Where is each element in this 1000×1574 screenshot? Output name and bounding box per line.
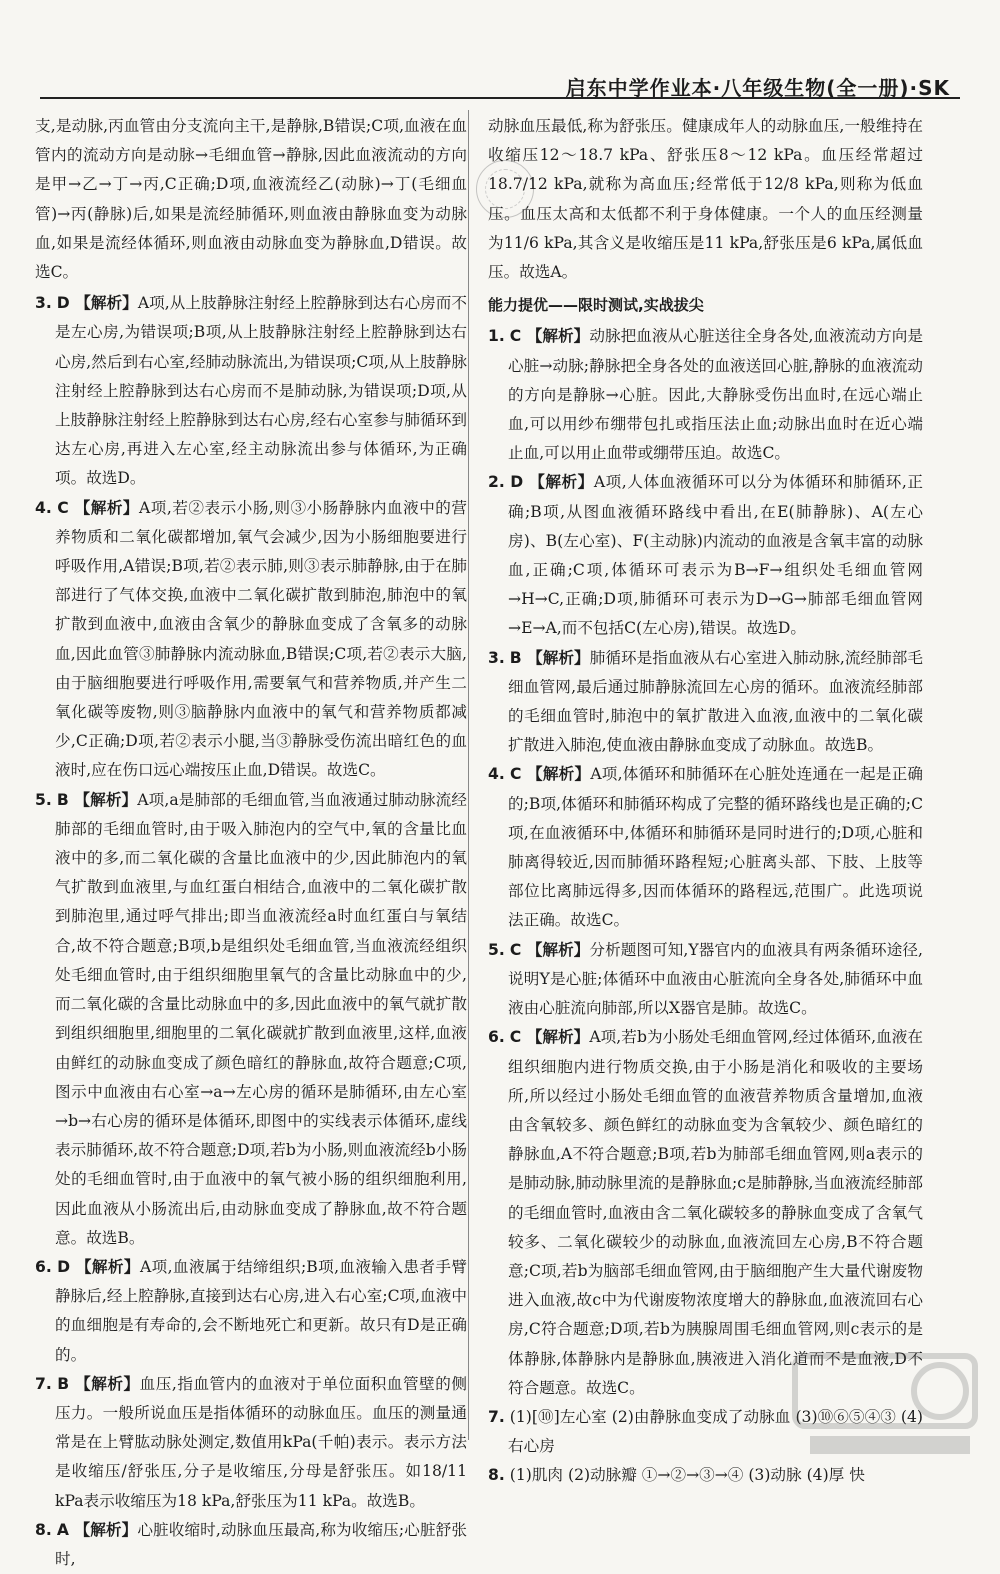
answer-item — [35, 1253, 467, 1370]
answer-number: 2. — [488, 473, 505, 492]
answer-choice-tag: C 【解析】 — [509, 1028, 590, 1047]
answer-choice-tag: C 【解析】 — [509, 940, 590, 959]
answer-text: A项,血液属于结缔组织;B项,血液输入患者手臂静脉后,经上腔静脉,直接到达右心房,进入右心室;C项,血液中的血细胞是有寿命的,会不断地死亡和更新。故只有D是正确的。 — [55, 1257, 468, 1364]
answer-choice-tag: D 【解析】 — [510, 473, 594, 492]
answer-text: 分析题图可知,Y器官内的血液具有两条循环途径,说明Y是心脏;体循环中血液由心脏流向全身各处,肺循环中血液由心脏流向肺部,所以X器官是肺。故选C。 — [508, 940, 923, 1018]
answer-item — [488, 644, 923, 761]
answer-number: 8. — [35, 1520, 52, 1539]
answer-number: 7. — [488, 1407, 505, 1426]
answer-text: (1)肌肉 (2)动脉瓣 ①→②→③→④ (3)动脉 (4)厚 快 — [509, 1466, 865, 1485]
watermark-logo-icon — [790, 1351, 980, 1461]
page-title: 启东中学作业本·八年级生物(全一册)·SK — [565, 76, 950, 100]
answer-text: 血压,指血管内的血液对于单位面积血管壁的侧压力。一般所说血压是指体循环的动脉血压。血压的测量通常是在上臂肱动脉处测定,数值用kPa(千帕)表示。表示方法是收缩压/舒张压,分子是收缩压,分母是舒张压。如18/11 kPa表示收缩压为18 kPa,舒张压为11 kPa。故选B。 — [55, 1374, 467, 1510]
answer-item — [488, 1461, 923, 1490]
answer-number: 7. — [35, 1374, 52, 1393]
answer-item — [488, 322, 923, 468]
answer-item — [488, 760, 923, 935]
answer-text: 动脉把血液从心脏送往全身各处,血液流动方向是心脏→动脉;静脉把全身各处的血液送回心脏,静脉的血液流动的方向是静脉→心脏。因此,大静脉受伤出血时,在远心端止血,可以用纱布绷带包扎或指压法止血;动脉出血时在近心端止血,可以用止血带或绷带压迫。故选C。 — [508, 327, 923, 463]
answer-text: A项,从上肢静脉注射经上腔静脉到达右心房而不是左心房,为错误项;B项,从上肢静脉注射经上腔静脉到达右心房,然后到右心室,经肺动脉流出,为错误项;C项,从上肢静脉注射经上腔静脉到达右心房而不是肺动脉,为错误项;D项,从上肢静脉注射经上腔静脉到达右心房,经右心室参与肺循环到达左心房,再进入左心室,经主动脉流出参与体循环,为正确项。故选D。 — [55, 294, 467, 488]
answer-choice-tag: A 【解析】 — [56, 1520, 138, 1539]
section-heading: 能力提优——限时测试,实战拔尖 — [488, 296, 704, 315]
answer-number: 3. — [488, 648, 505, 667]
answer-item — [35, 112, 467, 287]
answer-item — [488, 936, 923, 1024]
header-rule — [40, 97, 960, 99]
answer-number: 3. — [35, 294, 52, 313]
answer-item — [35, 494, 467, 786]
page-header — [40, 0, 960, 100]
answer-number: 5. — [35, 790, 52, 809]
answer-text: A项,人体血液循环可以分为体循环和肺循环,正确;B项,从图血液循环路线中看出,在E(肺静脉)、A(左心房)、B(左心室)、F(主动脉)内流动的血液是含氧丰富的动脉血,正确;C项,体循环可表示为B→F→组织处毛细血管网→H→C,正确;D项,肺循环可表示为D→G→肺部毛细血管网→E→A,而不包括C(左心房),错误。故选D。 — [508, 473, 923, 638]
answer-text: A项,体循环和肺循环在心脏处连通在一起是正确的;B项,体循环和肺循环构成了完整的循环路线也是正确的;C项,在血液循环中,体循环和肺循环是同时进行的;D项,心脏和肺离得较近,因而肺循环路程短;心脏离头部、下肢、上肢等部位比离肺远得多,因而体循环的路程远,范围广。此选项说法正确。故选C。 — [508, 765, 923, 930]
answer-number: 1. — [488, 327, 505, 346]
answer-item — [488, 468, 923, 643]
answer-item — [35, 289, 467, 493]
right-column — [488, 112, 923, 1491]
answer-item — [35, 1370, 467, 1516]
answer-choice-tag: D 【解析】 — [57, 1257, 140, 1276]
answer-number: 4. — [488, 765, 505, 784]
answer-choice-tag: D 【解析】 — [56, 294, 138, 313]
answer-number: 8. — [488, 1466, 505, 1485]
right-intro-paragraph: 动脉血压最低,称为舒张压。健康成年人的动脉血压,一般维持在收缩压12～18.7 kPa、舒张压8～12 kPa。血压经常超过18.7/12 kPa,就称为高血压;经常低于12/8 kPa,则称为低血压。血压太高和太低都不利于身体健康。一个人的血压经测量为11/6 kPa,其含义是收缩压是11 kPa,舒张压是6 kPa,属低血压。故选A。 — [488, 117, 923, 282]
answer-number: 5. — [488, 940, 505, 959]
answer-choice-tag: B 【解析】 — [57, 1374, 140, 1393]
answer-number: 4. — [35, 498, 52, 517]
right-answers — [488, 322, 923, 1490]
answer-choice-tag: B 【解析】 — [509, 648, 590, 667]
answer-number: 6. — [488, 1028, 505, 1047]
column-divider — [468, 110, 469, 1440]
answer-text: A项,若②表示小肠,则③小肠静脉内血液中的营养物质和二氧化碳都增加,氧气会减少,因为小肠细胞要进行呼吸作用,A错误;B项,若②表示肺,则③表示肺静脉,由于在肺部进行了气体交换,血液中二氧化碳扩散到肺泡,肺泡中的氧扩散到血液中,血液由含氧少的静脉血变成了含氧多的动脉血,因此血管③肺静脉内流动脉血,B错误;C项,若②表示大脑,由于脑细胞要进行呼吸作用,需要氧气和营养物质,并产生二氧化碳等废物,则③脑静脉内血液中的氧气和营养物质都减少,C正确;D项,若②表示小腿,当③静脉受伤流出暗红色的血液时,应在伤口远心端按压止血,D错误。故选C。 — [55, 498, 467, 780]
answer-text: A项,若b为小肠处毛细血管网,经过体循环,血液在组织细胞内进行物质交换,由于小肠是消化和吸收的主要场所,所以经过小肠处毛细血管的血液营养物质含量增加,血液由含氧较多、颜色鲜红的动脉血变为含氧较少、颜色暗红的静脉血,A不符合题意;B项,若b为肺部毛细血管网,则a表示的是肺动脉,肺动脉里流的是静脉血;c是肺静脉,当血液流经肺部的毛细血管时,血液由含二氧化碳较多的静脉血变成了含氧气较多、二氧化碳较少的动脉血,血液流回左心房,B不符合题意;C项,若b为脑部毛细血管网,由于脑细胞产生大量代谢废物进入血液,故c中为代谢废物浓度增大的静脉血,血液流回右心房,C符合题意;D项,若b为胰腺周围毛细血管网,则c表示的是体静脉,体静脉内是静脉血,胰液进入消化道而不是血液,D不符合题意。故选C。 — [508, 1028, 923, 1397]
answer-text: 支,是动脉,丙血管由分支流向主干,是静脉,B错误;C项,血液在血管内的流动方向是动脉→毛细血管→静脉,因此血液流动的方向是甲→乙→丁→丙,C正确;D项,血液流经乙(动脉)→丁(毛细血管)→丙(静脉)后,如果是流经肺循环,则血液由静脉血变为动脉血,如果是流经体循环,则血液由动脉血变为静脉血,D错误。故选C。 — [35, 117, 467, 282]
answer-text: (1)[⑩]左心室 (2)由静脉血变成了动脉血 (3)⑩⑥⑤④③ (4)右心房 — [508, 1407, 923, 1456]
answer-text: 肺循环是指血液从右心室进入肺动脉,流经肺部毛细血管网,最后通过肺静脉流回左心房的循环。血液流经肺部的毛细血管时,肺泡中的氧扩散进入血液,血液中的二氧化碳扩散进入肺泡,使血液由静脉血变成了动脉血。故选B。 — [508, 648, 923, 755]
answer-choice-tag: C 【解析】 — [509, 327, 590, 346]
answer-choice-tag: C 【解析】 — [509, 765, 591, 784]
answer-item — [35, 1516, 467, 1574]
answer-choice-tag: C 【解析】 — [57, 498, 140, 517]
answer-text: 心脏收缩时,动脉血压最高,称为收缩压;心脏舒张时, — [55, 1520, 467, 1568]
left-column — [35, 112, 467, 1574]
answer-item — [488, 1023, 923, 1403]
answer-number: 6. — [35, 1257, 52, 1276]
answer-choice-tag: B 【解析】 — [56, 790, 138, 809]
answer-item — [35, 786, 467, 1253]
answer-text: A项,a是肺部的毛细血管,当血液通过肺动脉流经肺部的毛细血管时,由于吸入肺泡内的空气中,氧的含量比血液中的多,而二氧化碳的含量比血液中的少,因此肺泡内的氧气扩散到血液里,与血红蛋白相结合,血液中的二氧化碳扩散到肺泡里,通过呼气排出;即当血液流经a时血红蛋白与氧结合,故不符合题意;B项,b是组织处毛细血管,当血液流经组织处毛细血管时,由于组织细胞里氧气的含量比动脉血中的少,而二氧化碳的含量比动脉血中的多,因此血液中的氧气就扩散到组织细胞里,细胞里的二氧化碳就扩散到血液里,这样,血液由鲜红的动脉血变成了颜色暗红的静脉血,故符合题意;C项,图示中血液由右心室→a→左心房的循环是肺循环,由左心室→b→右心房的循环是体循环,即图中的实线表示体循环,虚线表示肺循环,故不符合题意;D项,若b为小肠,则血液流经b小肠处的毛细血管时,由于血液中的氧气被小肠的组织细胞利用,因此血液从小肠流出后,由动脉血变成了静脉血,故不符合题意。故选B。 — [55, 790, 467, 1247]
